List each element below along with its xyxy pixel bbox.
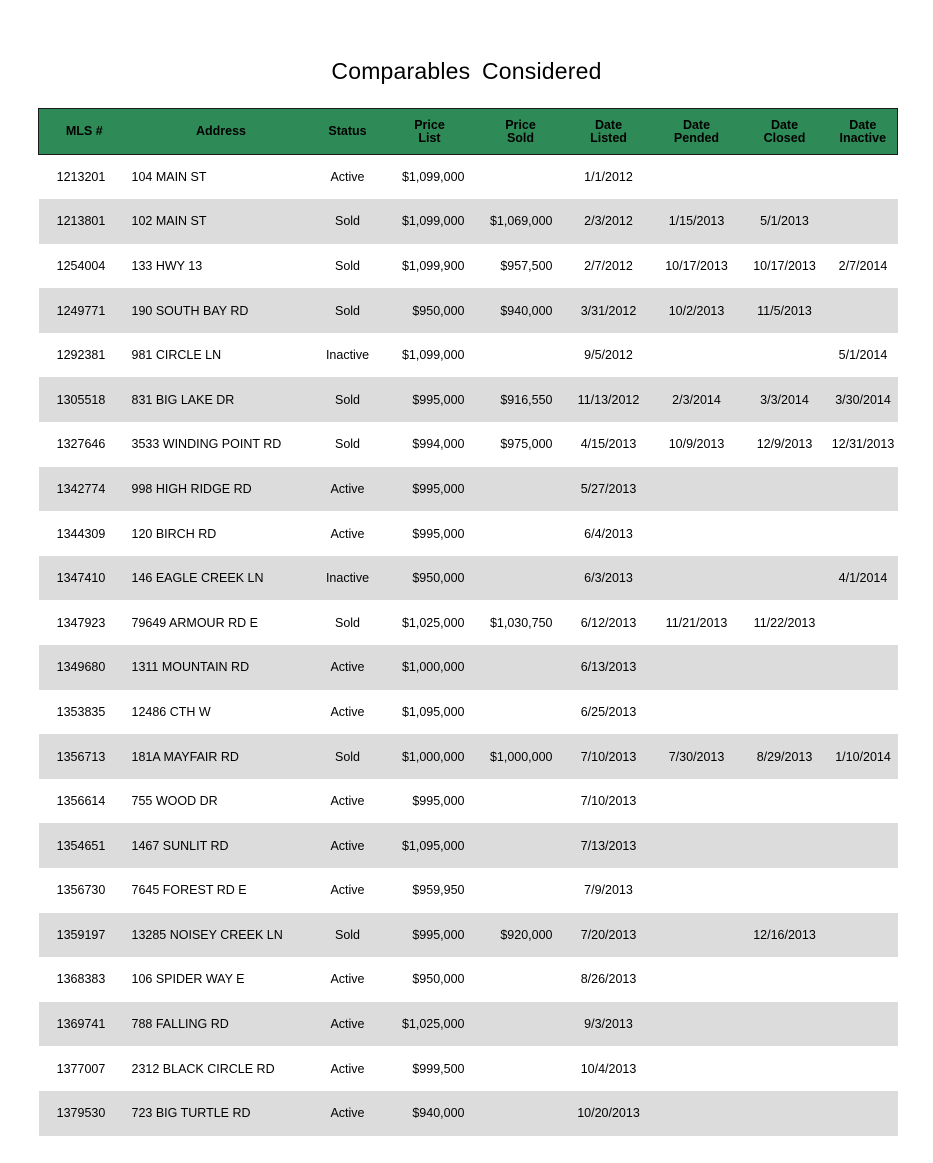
page-title: Comparables Considered — [331, 58, 602, 84]
date-pended-header — [653, 109, 741, 155]
table-row — [39, 422, 898, 467]
header-label-line2: Address — [195, 124, 247, 138]
date-inactive-cell — [829, 1002, 898, 1047]
date-listed-cell: 6/4/2013 — [584, 526, 633, 541]
address-header — [130, 109, 313, 155]
date-closed-cell: 12/9/2013 — [756, 437, 813, 452]
header-label-line2: Pended — [673, 130, 720, 145]
date-inactive-cell — [829, 868, 898, 913]
header-label-line2: MLS # — [65, 124, 103, 138]
table-row — [39, 779, 898, 824]
mls-cell: 1213201 — [56, 170, 106, 185]
comparables-table — [38, 108, 898, 1136]
status-cell: Sold — [334, 615, 361, 630]
price-sold-cell — [477, 1002, 565, 1047]
table-row — [39, 1091, 898, 1136]
price-list-cell: $999,500 — [412, 1061, 465, 1076]
price-list-cell: $994,000 — [412, 437, 465, 452]
date-listed-cell: 7/13/2013 — [580, 838, 637, 853]
table-body — [39, 155, 898, 1136]
price-sold-cell: $975,000 — [500, 437, 553, 452]
date-closed-cell — [741, 467, 829, 512]
mls-cell: 1213801 — [56, 214, 106, 229]
date-inactive-cell — [829, 690, 898, 735]
date-inactive-cell — [829, 511, 898, 556]
status-cell: Active — [330, 794, 365, 809]
price-list-header — [383, 109, 477, 155]
date-listed-cell: 8/26/2013 — [580, 972, 637, 987]
date-listed-cell: 9/3/2013 — [584, 1017, 633, 1032]
price-list-cell: $995,000 — [412, 526, 465, 541]
status-cell: Active — [330, 838, 365, 853]
price-sold-cell — [477, 155, 565, 200]
status-cell: Active — [330, 704, 365, 719]
date-pended-cell — [653, 645, 741, 690]
date-pended-cell — [653, 155, 741, 200]
table-row — [39, 600, 898, 645]
date-pended-cell: 7/30/2013 — [668, 749, 725, 764]
date-listed-cell: 10/4/2013 — [580, 1061, 637, 1076]
date-pended-cell — [653, 690, 741, 735]
status-cell: Active — [330, 481, 365, 496]
price-sold-cell: $920,000 — [500, 927, 553, 942]
address-cell: 1311 MOUNTAIN RD — [131, 660, 250, 675]
date-listed-cell: 2/7/2012 — [584, 258, 633, 273]
date-pended-cell — [653, 779, 741, 824]
price-sold-header — [477, 109, 565, 155]
mls-cell: 1305518 — [56, 392, 106, 407]
date-closed-cell — [741, 645, 829, 690]
price-sold-cell — [477, 333, 565, 378]
status-cell: Sold — [334, 258, 361, 273]
table-row — [39, 868, 898, 913]
date-closed-header — [741, 109, 829, 155]
date-closed-cell — [741, 333, 829, 378]
mls-header — [39, 109, 130, 155]
date-closed-cell — [741, 1002, 829, 1047]
date-listed-cell: 9/5/2012 — [584, 348, 633, 363]
date-closed-cell: 5/1/2013 — [760, 214, 809, 229]
price-sold-cell — [477, 511, 565, 556]
price-sold-cell — [477, 1046, 565, 1091]
date-pended-cell — [653, 467, 741, 512]
date-inactive-cell: 4/1/2014 — [838, 571, 888, 586]
mls-cell: 1349680 — [56, 660, 106, 675]
date-listed-cell: 1/1/2012 — [584, 170, 633, 185]
table-row — [39, 823, 898, 868]
address-cell: 755 WOOD DR — [131, 794, 218, 809]
date-closed-cell — [741, 868, 829, 913]
price-list-cell: $1,000,000 — [401, 749, 465, 764]
price-list-cell: $995,000 — [412, 481, 465, 496]
date-pended-cell: 11/21/2013 — [665, 615, 728, 630]
price-sold-cell: $957,500 — [500, 258, 553, 273]
date-pended-cell: 10/2/2013 — [668, 303, 725, 318]
price-list-cell: $1,025,000 — [401, 1017, 465, 1032]
mls-cell: 1356713 — [56, 749, 106, 764]
header-label-line1: Price — [414, 117, 445, 132]
header-label-line2: List — [418, 130, 441, 145]
table-row — [39, 645, 898, 690]
header-row — [39, 109, 898, 155]
address-cell: 723 BIG TURTLE RD — [131, 1106, 251, 1121]
mls-cell: 1342774 — [56, 481, 106, 496]
mls-cell: 1347923 — [56, 615, 106, 630]
date-closed-cell — [741, 556, 829, 601]
date-listed-cell: 6/3/2013 — [584, 571, 633, 586]
date-pended-cell: 2/3/2014 — [672, 392, 721, 407]
price-sold-cell — [477, 645, 565, 690]
date-pended-cell — [653, 957, 741, 1002]
mls-cell: 1353835 — [56, 704, 106, 719]
address-cell: 12486 CTH W — [131, 704, 211, 719]
mls-cell: 1344309 — [56, 526, 106, 541]
date-closed-cell — [741, 779, 829, 824]
date-listed-cell: 10/20/2013 — [577, 1106, 640, 1121]
status-cell: Sold — [334, 214, 361, 229]
price-sold-cell: $916,550 — [500, 392, 553, 407]
price-sold-cell: $1,069,000 — [489, 214, 553, 229]
price-list-cell: $1,095,000 — [401, 838, 465, 853]
address-cell: 3533 WINDING POINT RD — [131, 437, 282, 452]
date-pended-cell: 1/15/2013 — [668, 214, 725, 229]
date-listed-cell: 11/13/2012 — [577, 392, 640, 407]
price-sold-cell — [477, 690, 565, 735]
header-label-line1: Price — [505, 117, 536, 132]
date-pended-cell — [653, 1046, 741, 1091]
date-listed-cell: 7/9/2013 — [584, 883, 633, 898]
mls-cell: 1249771 — [56, 303, 106, 318]
date-pended-cell — [653, 823, 741, 868]
price-list-cell: $1,095,000 — [401, 704, 465, 719]
date-closed-cell — [741, 823, 829, 868]
price-list-cell: $950,000 — [412, 571, 465, 586]
mls-cell: 1379530 — [56, 1106, 106, 1121]
price-list-cell: $995,000 — [412, 794, 465, 809]
status-cell: Active — [330, 883, 365, 898]
table-row — [39, 511, 898, 556]
table-row — [39, 1002, 898, 1047]
price-sold-cell — [477, 957, 565, 1002]
date-pended-cell — [653, 511, 741, 556]
price-sold-cell — [477, 1091, 565, 1136]
mls-cell: 1369741 — [56, 1017, 106, 1032]
date-listed-cell: 7/20/2013 — [580, 927, 637, 942]
date-closed-cell — [741, 155, 829, 200]
header-label-line2: Listed — [590, 130, 627, 145]
date-inactive-cell: 5/1/2014 — [838, 348, 888, 363]
header-label-line2: Closed — [763, 130, 806, 145]
header-label-line2: Status — [328, 124, 367, 138]
table-row — [39, 957, 898, 1002]
date-pended-cell — [653, 1002, 741, 1047]
header-label-line2: Inactive — [839, 130, 887, 145]
mls-cell: 1254004 — [56, 258, 106, 273]
address-cell: 190 SOUTH BAY RD — [131, 303, 249, 318]
table-row — [39, 333, 898, 378]
table-row — [39, 155, 898, 200]
date-inactive-cell: 2/7/2014 — [838, 258, 888, 273]
status-cell: Sold — [334, 749, 361, 764]
date-inactive-cell: 3/30/2014 — [835, 392, 891, 407]
address-cell: 998 HIGH RIDGE RD — [131, 481, 252, 496]
date-closed-cell: 11/22/2013 — [753, 615, 816, 630]
address-cell: 146 EAGLE CREEK LN — [131, 571, 264, 586]
date-closed-cell: 10/17/2013 — [753, 258, 816, 273]
status-cell: Active — [330, 1061, 365, 1076]
status-cell: Active — [330, 526, 365, 541]
date-listed-cell: 6/25/2013 — [580, 704, 637, 719]
header-label-line1: Date — [682, 117, 711, 132]
date-closed-cell — [741, 957, 829, 1002]
date-inactive-cell: 1/10/2014 — [835, 749, 891, 764]
date-inactive-cell — [829, 1046, 898, 1091]
address-cell: 1467 SUNLIT RD — [131, 838, 229, 853]
date-closed-cell — [741, 511, 829, 556]
date-closed-cell — [741, 690, 829, 735]
price-sold-cell: $1,030,750 — [489, 615, 553, 630]
table-row — [39, 467, 898, 512]
date-inactive-cell — [829, 823, 898, 868]
date-pended-cell — [653, 1091, 741, 1136]
price-list-cell: $1,025,000 — [401, 615, 465, 630]
address-cell: 7645 FOREST RD E — [131, 883, 247, 898]
status-cell: Inactive — [325, 571, 370, 586]
date-inactive-cell — [829, 913, 898, 958]
price-sold-cell — [477, 556, 565, 601]
date-inactive-cell — [829, 288, 898, 333]
table-row — [39, 288, 898, 333]
date-inactive-header — [829, 109, 898, 155]
date-inactive-cell — [829, 957, 898, 1002]
date-listed-cell: 2/3/2012 — [584, 214, 633, 229]
table-row — [39, 244, 898, 289]
date-closed-cell: 11/5/2013 — [757, 303, 812, 318]
date-inactive-cell — [829, 600, 898, 645]
date-inactive-cell — [829, 779, 898, 824]
status-cell: Active — [330, 1017, 365, 1032]
status-cell: Sold — [334, 927, 361, 942]
status-cell: Sold — [334, 437, 361, 452]
address-cell: 181A MAYFAIR RD — [131, 749, 239, 764]
table-row — [39, 690, 898, 735]
date-closed-cell — [741, 1046, 829, 1091]
price-list-cell: $950,000 — [412, 303, 465, 318]
address-cell: 831 BIG LAKE DR — [131, 392, 235, 407]
date-closed-cell: 8/29/2013 — [756, 749, 813, 764]
date-listed-cell: 5/27/2013 — [580, 481, 637, 496]
date-listed-cell: 3/31/2012 — [580, 303, 637, 318]
status-cell: Active — [330, 660, 365, 675]
table-row — [39, 556, 898, 601]
date-inactive-cell — [829, 155, 898, 200]
date-pended-cell — [653, 868, 741, 913]
address-cell: 981 CIRCLE LN — [131, 348, 222, 363]
address-cell: 79649 ARMOUR RD E — [131, 615, 258, 630]
address-cell: 106 SPIDER WAY E — [131, 972, 245, 987]
date-inactive-cell: 12/31/2013 — [831, 437, 895, 452]
date-pended-cell: 10/9/2013 — [668, 437, 725, 452]
date-listed-cell: 7/10/2013 — [580, 794, 637, 809]
mls-cell: 1377007 — [56, 1061, 106, 1076]
price-sold-cell: $940,000 — [500, 303, 553, 318]
address-cell: 102 MAIN ST — [131, 214, 207, 229]
date-listed-cell: 4/15/2013 — [580, 437, 637, 452]
header-label-line2: Sold — [506, 130, 535, 145]
price-list-cell: $940,000 — [412, 1106, 465, 1121]
date-listed-header — [565, 109, 653, 155]
date-pended-cell: 10/17/2013 — [665, 258, 728, 273]
date-inactive-cell — [829, 467, 898, 512]
status-cell: Active — [330, 170, 365, 185]
header-label-line1: Date — [849, 117, 877, 132]
address-cell: 788 FALLING RD — [131, 1017, 229, 1032]
address-cell: 120 BIRCH RD — [131, 526, 217, 541]
mls-cell: 1347410 — [56, 571, 106, 586]
price-sold-cell — [477, 868, 565, 913]
table-row — [39, 199, 898, 244]
address-cell: 13285 NOISEY CREEK LN — [131, 927, 283, 942]
status-cell: Active — [330, 972, 365, 987]
price-sold-cell — [477, 823, 565, 868]
date-listed-cell: 6/12/2013 — [580, 615, 637, 630]
price-list-cell: $1,099,000 — [401, 348, 465, 363]
price-sold-cell — [477, 779, 565, 824]
mls-cell: 1356614 — [56, 794, 106, 809]
address-cell: 133 HWY 13 — [131, 258, 203, 273]
price-list-cell: $1,000,000 — [401, 660, 465, 675]
date-inactive-cell — [829, 645, 898, 690]
price-sold-cell: $1,000,000 — [489, 749, 553, 764]
table-row — [39, 913, 898, 958]
price-list-cell: $950,000 — [412, 972, 465, 987]
price-list-cell: $959,950 — [412, 883, 465, 898]
table-row — [39, 377, 898, 422]
status-cell: Sold — [334, 392, 361, 407]
mls-cell: 1327646 — [56, 437, 106, 452]
table-header — [39, 109, 898, 155]
price-sold-cell — [477, 467, 565, 512]
mls-cell: 1354651 — [56, 838, 106, 853]
date-pended-cell — [653, 333, 741, 378]
date-closed-cell — [741, 1091, 829, 1136]
date-inactive-cell — [829, 1091, 898, 1136]
price-list-cell: $995,000 — [412, 927, 465, 942]
date-pended-cell — [653, 556, 741, 601]
address-cell: 2312 BLACK CIRCLE RD — [131, 1061, 275, 1076]
status-header — [313, 109, 383, 155]
status-cell: Active — [330, 1106, 365, 1121]
table-row — [39, 734, 898, 779]
address-cell: 104 MAIN ST — [131, 170, 207, 185]
date-closed-cell: 3/3/2014 — [760, 392, 809, 407]
mls-cell: 1359197 — [56, 927, 106, 942]
status-cell: Inactive — [325, 348, 370, 363]
mls-cell: 1368383 — [56, 972, 106, 987]
date-inactive-cell — [829, 199, 898, 244]
mls-cell: 1292381 — [56, 348, 106, 363]
price-list-cell: $995,000 — [412, 392, 465, 407]
header-label-line1: Date — [594, 117, 623, 132]
table-row — [39, 1046, 898, 1091]
date-pended-cell — [653, 913, 741, 958]
price-list-cell: $1,099,900 — [401, 258, 465, 273]
date-listed-cell: 6/13/2013 — [580, 660, 637, 675]
date-listed-cell: 7/10/2013 — [580, 749, 637, 764]
header-label-line1: Date — [770, 117, 799, 132]
price-list-cell: $1,099,000 — [401, 170, 465, 185]
status-cell: Sold — [334, 303, 361, 318]
date-closed-cell: 12/16/2013 — [753, 927, 816, 942]
mls-cell: 1356730 — [56, 883, 106, 898]
price-list-cell: $1,099,000 — [401, 214, 465, 229]
